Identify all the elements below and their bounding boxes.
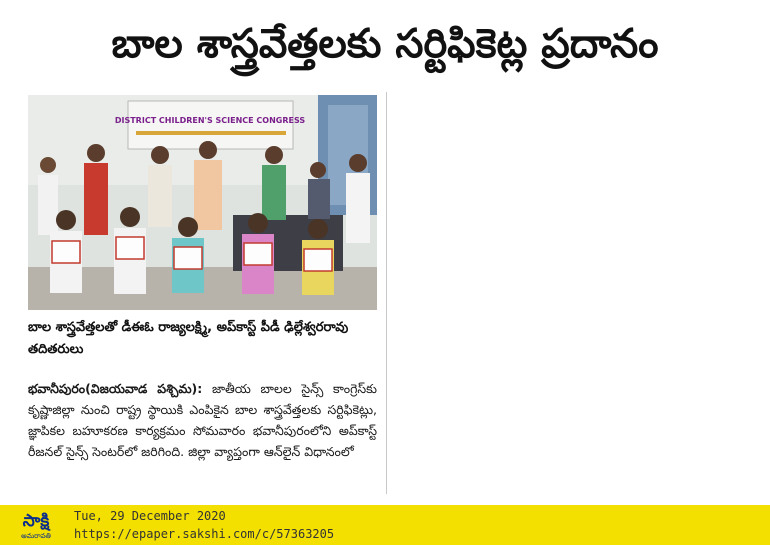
article-column-left [28,378,377,498]
group-photo-illustration [28,95,377,310]
photo-caption: బాల శాస్త్రవేత్తలతో డీఈఓ రాజ్యలక్ష్మి, అప్‌కాస్ట్ పీడీ ఢిల్లేశ్వరరావు తదితరులు [28,320,349,357]
group-photo [28,95,377,310]
epaper-link[interactable]: https://epaper.sakshi.com/c/57363205 [74,527,335,541]
headline: బాల శాస్త్రవేత్తలకు సర్టిఫికెట్ల ప్రదానం [111,21,659,67]
column-divider [386,92,387,494]
dateline: భవానీపురం(విజయవాడ పశ్చిమ): [28,381,203,396]
epaper-footer [0,505,770,545]
sakshi-logo [6,510,66,541]
article-column-right [397,84,752,498]
publication-date: Tue, 29 December 2020 [74,509,226,523]
photo-banner-text: DISTRICT CHILDREN'S SCIENCE CONGRESS [114,116,306,125]
logo-edition: అమరావతి [21,532,51,540]
body-text-left: జాతీయ బాలల సైన్స్ కాంగ్రెస్‌కు కృష్ణాజిల్లా నుంచి రాష్ట్ర స్థాయికి ఎంపికైన బాల శాస్త్రవేత్తలకు సర్టిఫికెట్లు, జ్ఞాపికల బహూకరణ కార్యక్రమం సోమవారం భవానీపురంలోని అప్‌కాస్ట్ రీజనల్ సైన్స్ సెంటర్‌లో జరిగింది. జిల్లా వ్యాప్తంగా ఆన్‌లైన్ విధానంలో [28,381,377,459]
logo-wordmark: సాక్షి [22,511,50,531]
